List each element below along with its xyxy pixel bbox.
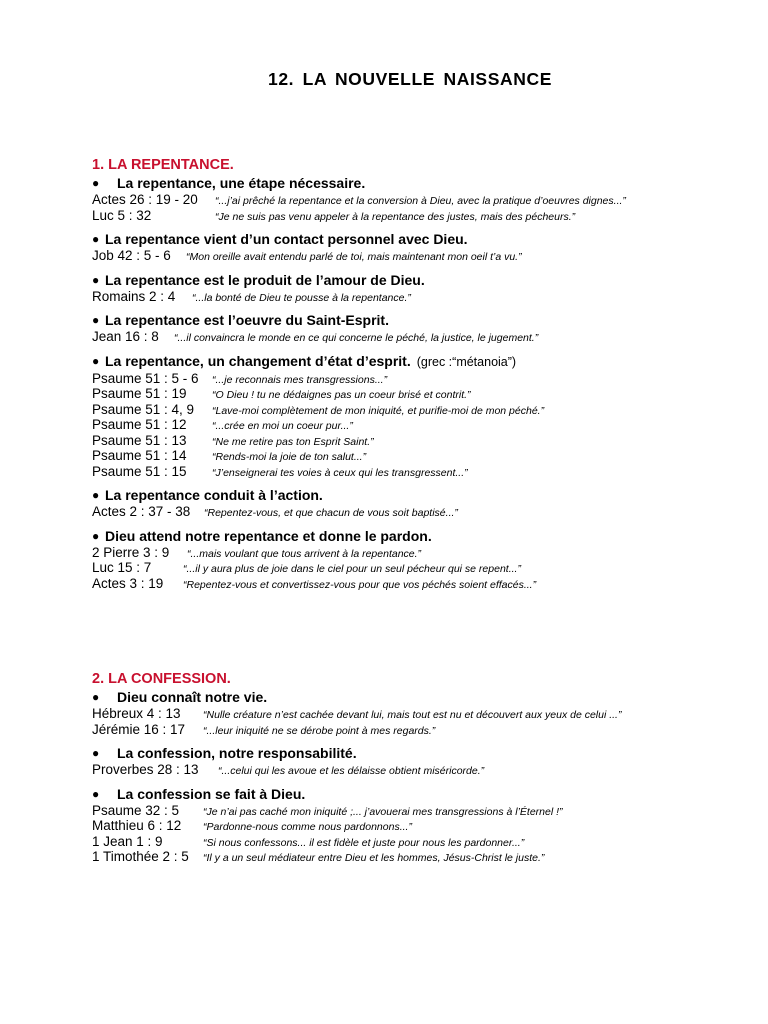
verse-reference: Psaume 51 : 14 — [92, 448, 187, 463]
verse-reference: 2 Pierre 3 : 9 — [92, 544, 170, 560]
verse-quote: “Repentez-vous et convertissez-vous pour que vos péchés soient effacés...” — [183, 578, 537, 591]
verse-quote: “...celui qui les avoue et les délaisse obtient miséricorde.” — [218, 765, 485, 777]
verse-quote: “Lave-moi complètement de mon iniquité, et purifie-moi de mon péché.” — [212, 404, 545, 417]
verse-reference: Psaume 51 : 19 — [92, 386, 187, 401]
verse-row — [92, 402, 732, 418]
verse-row — [92, 504, 732, 520]
verse-quote: “Nulle créature n’est cachée devant lui, mais tout est nu et découvert aux yeux de celui ...” — [203, 709, 622, 721]
verse-quote: “...leur iniquité ne se dérobe point à mes regards.” — [203, 724, 436, 737]
verse-quote: “Rends-moi la joie de ton salut...” — [212, 451, 367, 463]
topic-text: La confession, notre responsabilité. — [117, 745, 357, 761]
topic-text: La repentance, un changement d’état d’esprit. — [105, 352, 411, 369]
bullet-icon: ● — [92, 786, 100, 801]
page-title: 12. LA NOUVELLE NAISSANCE — [268, 69, 552, 89]
verse-reference: Romains 2 : 4 — [92, 288, 176, 304]
topic-heading — [92, 745, 732, 762]
verse-row — [92, 208, 732, 224]
verse-row — [92, 560, 732, 576]
verse-reference: Luc 15 : 7 — [92, 560, 152, 575]
verse-reference: Hébreux 4 : 13 — [92, 706, 181, 721]
section-repentance — [92, 157, 732, 599]
verse-quote: “...je reconnais mes transgressions...” — [212, 373, 388, 386]
verse-quote: “...j’ai prêché la repentance et la conversion à Dieu, avec la pratique d’oeuvres dignes...” — [215, 195, 626, 207]
verse-row — [92, 448, 732, 464]
verse-row — [92, 849, 732, 865]
bullet-icon: ● — [92, 488, 100, 502]
topic-heading — [92, 786, 732, 803]
verse-reference: Actes 26 : 19 - 20 — [92, 192, 198, 207]
verse-quote: “Je n’ai pas caché mon iniquité ;... j’avouerai mes transgressions à l’Éternel !” — [203, 805, 563, 818]
verse-quote: “...la bonté de Dieu te pousse à la repentance.” — [192, 291, 411, 304]
bullet-icon: ● — [92, 528, 100, 543]
topic-group — [92, 272, 732, 305]
verse-quote: “J’enseignerai tes voies à ceux qui les transgressent...” — [212, 466, 468, 479]
verse-reference: Luc 5 : 32 — [92, 207, 152, 223]
verse-row — [92, 386, 732, 402]
bullet-icon: ● — [92, 353, 100, 368]
verse-quote: “O Dieu ! tu ne dédaignes pas un coeur brisé et contrit.” — [212, 389, 471, 401]
verse-row — [92, 545, 732, 561]
topic-group — [92, 487, 732, 520]
verse-reference: Proverbes 28 : 13 — [92, 762, 199, 777]
verse-reference: 1 Timothée 2 : 5 — [92, 849, 189, 864]
verse-quote: “Repentez-vous, et que chacun de vous soit baptisé...” — [204, 507, 458, 519]
section-confession — [92, 671, 732, 873]
topic-text: La repentance est l’oeuvre du Saint-Esprit. — [105, 312, 389, 328]
topic-text: La confession se fait à Dieu. — [117, 785, 306, 802]
verse-quote: “...il convaincra le monde en ce qui concerne le péché, la justice, le jugement.” — [174, 332, 539, 344]
topic-heading — [92, 689, 732, 706]
verse-row — [92, 576, 732, 592]
section-heading: 1. LA REPENTANCE. — [92, 157, 234, 173]
verse-reference: Matthieu 6 : 12 — [92, 818, 182, 833]
topic-group — [92, 353, 732, 480]
verse-quote: “Je ne suis pas venu appeler à la repentance des justes, mais des pécheurs.” — [215, 210, 576, 223]
bullet-icon: ● — [92, 690, 100, 704]
verse-reference: Actes 3 : 19 — [92, 575, 164, 591]
verse-reference: Job 42 : 5 - 6 — [92, 248, 171, 263]
verse-row — [92, 762, 732, 778]
verse-row — [92, 329, 732, 345]
verse-row — [92, 192, 732, 208]
topic-group — [92, 175, 732, 223]
topic-heading — [92, 528, 732, 545]
bullet-icon: ● — [92, 176, 100, 190]
bullet-icon: ● — [92, 272, 100, 287]
verse-row — [92, 371, 732, 387]
topic-text: La repentance est le produit de l’amour de Dieu. — [105, 271, 425, 288]
verse-row — [92, 289, 732, 305]
verse-quote: “Pardonne-nous comme nous pardonnons...” — [203, 821, 412, 833]
verse-reference: Psaume 51 : 12 — [92, 417, 187, 432]
topic-group — [92, 528, 732, 592]
verse-reference: Psaume 51 : 13 — [92, 432, 187, 448]
verse-reference: Psaume 51 : 4, 9 — [92, 401, 195, 417]
verse-row — [92, 417, 732, 433]
verse-quote: “...il y aura plus de joie dans le ciel pour un seul pécheur qui se repent...” — [183, 563, 521, 575]
verse-reference: Jérémie 16 : 17 — [92, 721, 186, 737]
topic-text: La repentance vient d’un contact personnel avec Dieu. — [105, 231, 468, 247]
verse-quote: “Ne me retire pas ton Esprit Saint.” — [212, 435, 374, 448]
topic-note: (grec :“métanoia”) — [416, 354, 517, 369]
verse-reference: Psaume 32 : 5 — [92, 802, 180, 818]
bullet-icon: ● — [92, 232, 100, 246]
verse-row — [92, 464, 732, 480]
topic-text: La repentance conduit à l’action. — [105, 487, 323, 503]
topic-heading — [92, 353, 732, 371]
verse-reference: Jean 16 : 8 — [92, 329, 159, 344]
topic-group — [92, 312, 732, 345]
topic-group — [92, 786, 732, 865]
bullet-icon: ● — [92, 313, 100, 327]
verse-row — [92, 803, 732, 819]
topic-text: Dieu attend notre repentance et donne le pardon. — [105, 527, 432, 544]
verse-quote: “Mon oreille avait entendu parlé de toi, mais maintenant mon oeil t’a vu.” — [186, 251, 522, 263]
verse-reference: Psaume 51 : 5 - 6 — [92, 370, 199, 386]
topic-heading — [92, 487, 732, 504]
topic-heading — [92, 272, 732, 289]
topic-text: La repentance, une étape nécessaire. — [117, 175, 366, 191]
topic-group — [92, 689, 732, 737]
verse-row — [92, 818, 732, 834]
topic-heading — [92, 175, 732, 192]
verse-quote: “...mais voulant que tous arrivent à la repentance.” — [187, 547, 422, 560]
topic-group — [92, 745, 732, 778]
verse-row — [92, 433, 732, 449]
verse-row — [92, 834, 732, 850]
topic-heading — [92, 231, 732, 248]
verse-reference: 1 Jean 1 : 9 — [92, 833, 163, 849]
bullet-icon: ● — [92, 746, 100, 760]
verse-row — [92, 722, 732, 738]
topic-text: Dieu connaît notre vie. — [117, 689, 268, 705]
verse-row — [92, 706, 732, 722]
verse-quote: “Il y a un seul médiateur entre Dieu et les hommes, Jésus-Christ le juste.” — [203, 852, 545, 864]
verse-quote: “...crée en moi un coeur pur...” — [212, 420, 353, 432]
verse-quote: “Si nous confessons... il est fidèle et juste pour nous les pardonner...” — [203, 836, 525, 849]
topic-heading — [92, 312, 732, 329]
topic-group — [92, 231, 732, 264]
verse-reference: Actes 2 : 37 - 38 — [92, 504, 191, 519]
verse-reference: Psaume 51 : 15 — [92, 463, 187, 479]
section-heading: 2. LA CONFESSION. — [92, 671, 231, 687]
verse-row — [92, 248, 732, 264]
